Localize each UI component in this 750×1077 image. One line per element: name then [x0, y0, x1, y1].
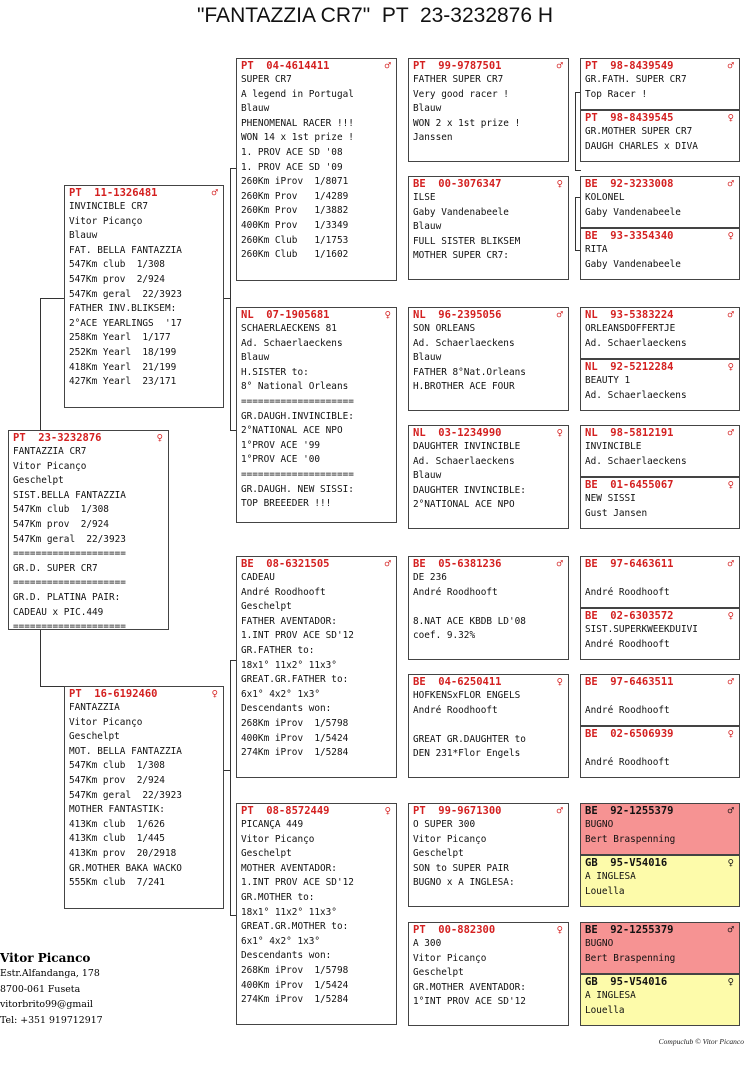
pedigree-card-ggg-13[interactable] [580, 803, 740, 855]
connector-line [40, 686, 64, 687]
card-line: BUGNO x A INGLESA: [413, 877, 515, 889]
card-line: 413Km club 1/445 [69, 833, 165, 845]
card-line: CADEAU x PIC.449 [13, 606, 104, 618]
pedigree-card-maternal-grandmother[interactable] [236, 803, 397, 1025]
ring-number: BE 02-6303572 [585, 610, 674, 622]
ring-number: NL 98-5812191 [585, 427, 674, 439]
card-line: 547Km geral 22/3923 [13, 533, 126, 545]
card-line: 268Km iProv 1/5798 [241, 964, 349, 976]
pedigree-card-gg-ffm[interactable] [408, 176, 569, 280]
card-line: 413Km club 1/626 [69, 818, 165, 830]
card-line: André Roodhooft [585, 704, 670, 716]
card-line: FULL SISTER BLIKSEM [413, 235, 521, 247]
card-line: FANTAZZIA [69, 702, 120, 713]
card-line: Very good racer ! [413, 88, 509, 100]
card-line: Vitor Picanço [69, 716, 143, 728]
pedigree-card-gg-fff[interactable] [408, 58, 569, 162]
male-symbol-icon: ♂ [727, 309, 734, 321]
pedigree-card-ggg-6[interactable] [580, 359, 740, 411]
card-line: Geschelpt [13, 475, 64, 487]
card-line: André Roodhooft [413, 586, 498, 598]
ring-number: PT 04-4614411 [241, 60, 330, 72]
card-line: ORLEANSDOFFERTJE [585, 323, 676, 334]
card-line: 547Km club 1/308 [13, 504, 109, 516]
ring-number: GB 95-V54016 [585, 976, 668, 988]
connector-line [224, 770, 231, 771]
pedigree-card-ggg-9[interactable] [580, 556, 740, 608]
card-line: GREAT GR.DAUGHTER to [413, 733, 526, 745]
card-line: Blauw [413, 221, 442, 233]
card-line: 547Km prov 2/924 [69, 273, 165, 285]
card-line: SIST.BELLA FANTAZZIA [13, 489, 126, 501]
card-line: 1°INT PROV ACE SD'12 [413, 996, 526, 1008]
card-line: GR.D. PLATINA PAIR: [13, 591, 121, 603]
card-line: Ad. Schaerlaeckens [241, 337, 343, 349]
female-symbol-icon: ♀ [556, 178, 563, 190]
ring-number: BE 92-1255379 [585, 805, 674, 817]
card-line: MOT. BELLA FANTAZZIA [69, 745, 182, 757]
card-line: 260Km Club 1/1753 [241, 234, 349, 246]
card-line: 6x1° 4x2° 1x3° [241, 688, 321, 700]
card-line: Gaby Vandenabeele [585, 206, 681, 218]
card-line: Ad. Schaerlaeckens [413, 455, 515, 467]
card-line: SON to SUPER PAIR [413, 862, 509, 874]
card-line: DAUGHTER INVINCIBLE: [413, 484, 526, 496]
card-line: ==================== [13, 548, 126, 560]
female-symbol-icon: ♀ [727, 610, 734, 622]
male-symbol-icon: ♂ [384, 558, 391, 570]
card-line: 400Km iProv 1/5424 [241, 979, 349, 991]
pedigree-card-ggg-1[interactable] [580, 58, 740, 110]
card-line: HOFKENSxFLOR ENGELS [413, 690, 521, 701]
card-line: GR.DAUGH.INVINCIBLE: [241, 410, 354, 422]
card-line: ==================== [13, 577, 126, 589]
ring-number: BE 00-3076347 [413, 178, 502, 190]
ring-number: NL 03-1234990 [413, 427, 502, 439]
female-symbol-icon: ♀ [727, 857, 734, 869]
male-symbol-icon: ♂ [727, 676, 734, 688]
card-line: Gust Jansen [585, 507, 648, 519]
card-line: FAT. BELLA FANTAZZIA [69, 244, 182, 256]
connector-line [575, 92, 576, 170]
card-line: WON 14 x 1st prize ! [241, 132, 354, 144]
card-line [413, 718, 565, 733]
card-line: Gaby Vandenabeele [585, 258, 681, 270]
card-line: O SUPER 300 [413, 819, 476, 830]
ring-number: BE 92-1255379 [585, 924, 674, 936]
card-line: André Roodhooft [585, 638, 670, 650]
pedigree-card-ggg-15[interactable] [580, 922, 740, 974]
card-line: Descendants won: [241, 703, 332, 715]
female-symbol-icon: ♀ [556, 427, 563, 439]
card-line: 2°ACE YEARLINGS '17 [69, 317, 182, 329]
card-line: Descendants won: [241, 950, 332, 962]
female-symbol-icon: ♀ [384, 309, 391, 321]
ring-number: PT 99-9787501 [413, 60, 502, 72]
ring-number: PT 98-8439549 [585, 60, 674, 72]
female-symbol-icon: ♀ [727, 112, 734, 124]
connector-line [230, 660, 231, 915]
card-line: A INGLESA [585, 990, 636, 1001]
card-line: Vitor Picanço [413, 833, 487, 845]
owner-postal: 8700-061 Fuseta [0, 983, 81, 995]
card-line: Geschelpt [241, 601, 292, 613]
card-line: Louella [585, 885, 625, 897]
card-line: 427Km Yearl 23/171 [69, 376, 177, 388]
ring-number: BE 01-6455067 [585, 479, 674, 491]
pedigree-card-paternal-grandmother[interactable] [236, 307, 397, 523]
pedigree-card-subject[interactable] [8, 430, 169, 630]
card-line: GREAT.GR.FATHER to: [241, 674, 349, 686]
pedigree-card-mother[interactable] [64, 686, 224, 909]
card-line: Vitor Picanço [413, 952, 487, 964]
ring-number: BE 08-6321505 [241, 558, 330, 570]
female-symbol-icon: ♀ [556, 924, 563, 936]
ring-number: BE 05-6381236 [413, 558, 502, 570]
card-line: 555Km club 7/241 [69, 877, 165, 889]
card-line: 400Km Prov 1/3349 [241, 219, 349, 231]
card-line: André Roodhooft [413, 704, 498, 716]
card-line: Gaby Vandenabeele [413, 206, 509, 218]
card-line: SON ORLEANS [413, 323, 476, 334]
card-line: 547Km geral 22/3923 [69, 789, 182, 801]
card-line: 258Km Yearl 1/177 [69, 332, 171, 344]
pedigree-card-ggg-11[interactable] [580, 674, 740, 726]
card-line: GR.FATHER to: [241, 644, 315, 656]
pedigree-card-ggg-5[interactable] [580, 307, 740, 359]
card-line: 1.INT PROV ACE SD'12 [241, 630, 354, 642]
female-symbol-icon: ♀ [727, 361, 734, 373]
ring-number: GB 95-V54016 [585, 857, 668, 869]
female-symbol-icon: ♀ [727, 230, 734, 242]
card-line: 547Km geral 22/3923 [69, 288, 182, 300]
card-line: Ad. Schaerlaeckens [413, 337, 515, 349]
card-line [585, 689, 736, 704]
card-line: Blauw [413, 103, 442, 115]
male-symbol-icon: ♂ [727, 178, 734, 190]
card-line: DEN 231*Flor Engels [413, 748, 521, 760]
card-line: BUGNO [585, 819, 614, 830]
ring-number: BE 02-6506939 [585, 728, 674, 740]
card-line: Geschelpt [413, 967, 464, 979]
card-line: 413Km prov 20/2918 [69, 847, 177, 859]
pedigree-card-ggg-3[interactable] [580, 176, 740, 228]
male-symbol-icon: ♂ [556, 558, 563, 570]
card-line: H.SISTER to: [241, 366, 309, 378]
card-line: A 300 [413, 938, 442, 949]
card-line: Geschelpt [69, 731, 120, 743]
card-line: 418Km Yearl 21/199 [69, 361, 177, 373]
pedigree-card-gg-mff[interactable] [408, 556, 569, 660]
software-credit: Compuclub © Vitor Picanco [658, 1037, 744, 1046]
card-line: 2°NATIONAL ACE NPO [241, 425, 343, 437]
male-symbol-icon: ♂ [211, 187, 218, 199]
card-line: Geschelpt [241, 848, 292, 860]
card-line: Bert Braspenning [585, 952, 676, 964]
card-line: GR.MOTHER AVENTADOR: [413, 981, 526, 993]
card-line: 260Km iProv 1/8071 [241, 176, 349, 188]
card-line: 6x1° 4x2° 1x3° [241, 935, 321, 947]
card-line: 260Km Prov 1/3882 [241, 205, 349, 217]
card-line [585, 571, 736, 586]
card-line: MOTHER AVENTADOR: [241, 862, 337, 874]
ring-number: PT 00-882300 [413, 924, 496, 936]
card-line [585, 741, 736, 756]
card-line: 274Km iProv 1/5284 [241, 747, 349, 759]
pedigree-card-ggg-2[interactable] [580, 110, 740, 162]
card-line: ILSE [413, 192, 436, 203]
pedigree-title: "FANTAZZIA CR7" PT 23-3232876 H [196, 4, 554, 27]
card-line: André Roodhooft [241, 586, 326, 598]
card-line: DAUGHTER INVINCIBLE [413, 441, 521, 452]
card-line: FANTAZZIA CR7 [13, 446, 87, 457]
card-line: Ad. Schaerlaeckens [585, 337, 687, 349]
ring-number: PT 98-8439545 [585, 112, 674, 124]
connector-line [575, 197, 576, 250]
card-line: FATHER 8°Nat.Orleans [413, 366, 526, 378]
card-line: A INGLESA [585, 871, 636, 882]
male-symbol-icon: ♂ [727, 60, 734, 72]
pedigree-card-father[interactable] [64, 185, 224, 408]
card-line: 1°PROV ACE '00 [241, 454, 321, 466]
male-symbol-icon: ♂ [556, 60, 563, 72]
owner-email[interactable]: vitorbrito99@gmail [0, 999, 93, 1010]
card-line: Ad. Schaerlaeckens [585, 389, 687, 401]
female-symbol-icon: ♀ [727, 976, 734, 988]
owner-phone[interactable]: Tel: +351 919712917 [0, 1014, 103, 1026]
card-line: NEW SISSI [585, 493, 636, 504]
connector-line [230, 168, 231, 430]
card-line: 18x1° 11x2° 11x3° [241, 906, 337, 918]
card-line: PICANÇA 449 [241, 819, 304, 830]
pedigree-card-ggg-8[interactable] [580, 477, 740, 529]
pedigree-card-ggg-4[interactable] [580, 228, 740, 280]
card-line: 252Km Yearl 18/199 [69, 346, 177, 358]
card-line: Janssen [413, 132, 453, 144]
card-line: 260Km Prov 1/4289 [241, 190, 349, 202]
owner-name: Vitor Picanco [0, 951, 91, 965]
card-line: RITA [585, 244, 608, 255]
male-symbol-icon: ♂ [556, 309, 563, 321]
male-symbol-icon: ♂ [727, 924, 734, 936]
card-line: GR.MOTHER BAKA WACKO [69, 862, 182, 874]
card-line: André Roodhooft [585, 756, 670, 768]
male-symbol-icon: ♂ [384, 60, 391, 72]
card-line: SUPER CR7 [241, 74, 292, 85]
female-symbol-icon: ♀ [727, 479, 734, 491]
ring-number: NL 96-2395056 [413, 309, 502, 321]
card-line: 18x1° 11x2° 11x3° [241, 659, 337, 671]
ring-number: PT 16-6192460 [69, 688, 158, 700]
ring-number: PT 11-1326481 [69, 187, 158, 199]
card-line: 400Km iProv 1/5424 [241, 732, 349, 744]
card-line: Bert Braspenning [585, 833, 676, 845]
ring-number: NL 92-5212284 [585, 361, 674, 373]
card-line: GR.FATH. SUPER CR7 [585, 74, 687, 85]
card-line: Vitor Picanço [13, 460, 87, 472]
card-line: GR.MOTHER to: [241, 891, 315, 903]
card-line: Blauw [413, 352, 442, 364]
card-line: MOTHER FANTASTIK: [69, 804, 165, 816]
female-symbol-icon: ♀ [556, 676, 563, 688]
ring-number: BE 92-3233008 [585, 178, 674, 190]
card-line: 1. PROV ACE SD '08 [241, 146, 343, 158]
card-line: FATHER AVENTADOR: [241, 615, 337, 627]
pedigree-card-gg-mfm[interactable] [408, 674, 569, 778]
card-line: WON 2 x 1st prize ! [413, 117, 521, 129]
female-symbol-icon: ♀ [727, 728, 734, 740]
card-line: DAUGH CHARLES x DIVA [585, 140, 698, 152]
ring-number: PT 99-9671300 [413, 805, 502, 817]
pedigree-card-ggg-16[interactable] [580, 974, 740, 1026]
pedigree-card-ggg-12[interactable] [580, 726, 740, 778]
card-line: 547Km prov 2/924 [69, 774, 165, 786]
male-symbol-icon: ♂ [556, 805, 563, 817]
card-line: Blauw [413, 470, 442, 482]
card-line: DE 236 [413, 572, 447, 583]
card-line: 2°NATIONAL ACE NPO [413, 499, 515, 511]
card-line: 8° National Orleans [241, 381, 349, 393]
pedigree-card-ggg-7[interactable] [580, 425, 740, 477]
ring-number: NL 93-5383224 [585, 309, 674, 321]
card-line: SIST.SUPERKWEEKDUIVI [585, 624, 698, 635]
card-line: INVINCIBLE [585, 441, 642, 452]
card-line: Blauw [241, 352, 270, 364]
pedigree-card-gg-mmf[interactable] [408, 803, 569, 907]
card-line: 547Km club 1/308 [69, 760, 165, 772]
card-line: KOLONEL [585, 192, 625, 203]
card-line: Geschelpt [413, 848, 464, 860]
ring-number: PT 23-3232876 [13, 432, 102, 444]
female-symbol-icon: ♀ [211, 688, 218, 700]
card-line: André Roodhooft [585, 586, 670, 598]
ring-number: BE 97-6463511 [585, 676, 674, 688]
connector-line [575, 170, 581, 171]
card-line: Blauw [69, 230, 98, 242]
card-line: Top Racer ! [585, 88, 648, 100]
card-line: Ad. Schaerlaeckens [585, 455, 687, 467]
card-line: ==================== [241, 468, 354, 480]
ring-number: NL 07-1905681 [241, 309, 330, 321]
card-line: A legend in Portugal [241, 88, 354, 100]
female-symbol-icon: ♀ [384, 805, 391, 817]
card-line: 274Km iProv 1/5284 [241, 994, 349, 1006]
card-line: 547Km club 1/308 [69, 259, 165, 271]
card-line: GR.DAUGH. NEW SISSI: [241, 483, 354, 495]
card-line: GR.D. SUPER CR7 [13, 562, 98, 574]
card-line: 1.INT PROV ACE SD'12 [241, 877, 354, 889]
card-line [413, 600, 565, 615]
pedigree-card-ggg-10[interactable] [580, 608, 740, 660]
card-line: 8.NAT ACE KBDB LD'08 [413, 615, 526, 627]
ring-number: BE 97-6463611 [585, 558, 674, 570]
card-line: Vitor Picanço [241, 833, 315, 845]
card-line: BEAUTY 1 [585, 375, 631, 386]
ring-number: PT 08-8572449 [241, 805, 330, 817]
card-line: 260Km Club 1/1602 [241, 249, 349, 261]
card-line: MOTHER SUPER CR7: [413, 250, 509, 262]
pedigree-card-paternal-grandfather[interactable] [236, 58, 397, 281]
male-symbol-icon: ♂ [727, 558, 734, 570]
card-line: SCHAERLAECKENS 81 [241, 323, 337, 334]
ring-number: BE 93-3354340 [585, 230, 674, 242]
connector-line [40, 298, 41, 432]
male-symbol-icon: ♂ [727, 427, 734, 439]
card-line: 1. PROV ACE SD '09 [241, 161, 343, 173]
card-line: BUGNO [585, 938, 614, 949]
female-symbol-icon: ♀ [156, 432, 163, 444]
card-line: Blauw [241, 103, 270, 115]
ring-number: BE 04-6250411 [413, 676, 502, 688]
card-line: 547Km prov 2/924 [13, 518, 109, 530]
connector-line [40, 629, 41, 686]
card-line: ==================== [241, 395, 354, 407]
pedigree-card-ggg-14[interactable] [580, 855, 740, 907]
card-line: GR.MOTHER SUPER CR7 [585, 126, 693, 137]
card-line: 268Km iProv 1/5798 [241, 717, 349, 729]
card-line: PHENOMENAL RACER !!! [241, 117, 354, 129]
card-line: FATHER SUPER CR7 [413, 74, 504, 85]
card-line: FATHER INV.BLIKSEM: [69, 303, 177, 315]
owner-address: Estr.Alfandanga, 178 [0, 968, 100, 979]
card-line: GREAT.GR.MOTHER to: [241, 921, 349, 933]
connector-line [40, 298, 64, 299]
pedigree-card-gg-fmf[interactable] [408, 307, 569, 411]
card-line: INVINCIBLE CR7 [69, 201, 149, 212]
card-line: Louella [585, 1004, 625, 1016]
card-line: coef. 9.32% [413, 630, 476, 642]
card-line: ==================== [13, 621, 126, 630]
pedigree-card-maternal-grandfather[interactable] [236, 556, 397, 778]
connector-line [224, 298, 231, 299]
card-line: TOP BREEEDER !!! [241, 498, 332, 510]
card-line: H.BROTHER ACE FOUR [413, 381, 515, 393]
card-line: 1°PROV ACE '99 [241, 439, 321, 451]
owner-info [0, 950, 103, 1028]
pedigree-card-gg-mmm[interactable] [408, 922, 569, 1026]
male-symbol-icon: ♂ [727, 805, 734, 817]
card-line: Vitor Picanço [69, 215, 143, 227]
card-line: CADEAU [241, 572, 275, 583]
pedigree-card-gg-fmm[interactable] [408, 425, 569, 529]
